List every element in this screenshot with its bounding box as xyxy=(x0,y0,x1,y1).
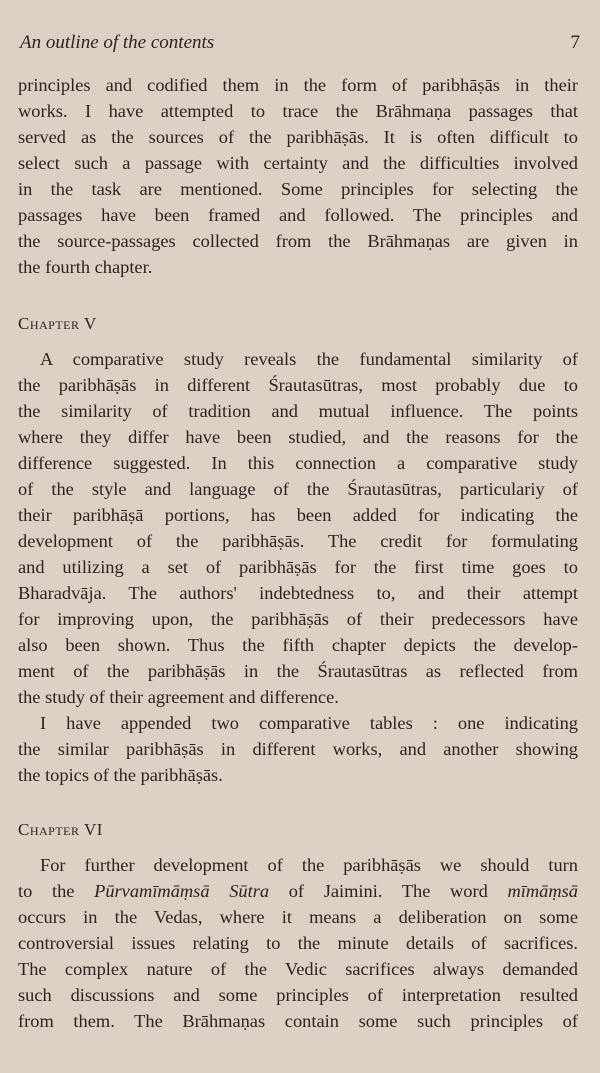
text-line: served as the sources of the paribhāṣās. It is often difficult to xyxy=(18,127,578,147)
text-line: the paribhāṣās in different Śrautasūtras, most probably due to xyxy=(18,375,578,395)
work-title: Pūrvamīmāṃsā Sūtra xyxy=(94,881,270,901)
text-line: for improving upon, the paribhāṣās of their predecessors have xyxy=(18,609,578,629)
text-line: in the task are mentioned. Some principles for selecting the xyxy=(18,179,578,199)
text-line: the similarity of tradition and mutual influence. The points xyxy=(18,401,578,421)
text-line: Bharadvāja. The authors' indebtedness to, and their attempt xyxy=(18,583,578,603)
term: mīmāṃsā xyxy=(507,881,578,901)
text-line: For further development of the paribhāṣās we should turn xyxy=(40,855,578,875)
text-line: from them. The Brāhmaṇas contain some such principles of xyxy=(18,1011,578,1031)
text-span: of Jaimini. The word xyxy=(269,881,508,901)
running-header xyxy=(20,32,580,54)
text-line: development of the paribhāṣās. The credit for formulating xyxy=(18,531,578,551)
text-line: the source-passages collected from the Brāhmaṇas are given in xyxy=(18,231,578,251)
text-line: occurs in the Vedas, where it means a deliberation on some xyxy=(18,907,578,927)
text-line: I have appended two comparative tables : one indicating xyxy=(40,713,578,733)
text-line: the topics of the paribhāṣās. xyxy=(18,765,223,785)
text-line: controversial issues relating to the minute details of sacrifices. xyxy=(18,933,578,953)
text-line: the similar paribhāṣās in different works, and another showing xyxy=(18,739,578,759)
page-number: 7 xyxy=(570,32,580,53)
text-line: also been shown. Thus the fifth chapter depicts the develop- xyxy=(18,635,578,655)
text-span: to the xyxy=(18,881,95,901)
text-line: A comparative study reveals the fundamental similarity of xyxy=(40,349,578,369)
text-line: of the style and language of the Śrautasūtras, particulariy of xyxy=(18,479,578,499)
text-line: The complex nature of the Vedic sacrifices always demanded xyxy=(18,959,578,979)
chapter-heading: Chapter VI xyxy=(18,820,103,839)
header-title: An outline of the contents xyxy=(20,32,215,53)
text-line: passages have been framed and followed. The principles and xyxy=(18,205,578,225)
text-line: where they differ have been studied, and the reasons for the xyxy=(18,427,578,447)
text-line: the fourth chapter. xyxy=(18,257,153,277)
text-line: and utilizing a set of paribhāṣās for the first time goes to xyxy=(18,557,578,577)
text-line: works. I have attempted to trace the Brāhmaṇa passages that xyxy=(18,101,578,121)
text-line xyxy=(18,878,578,904)
text-line: ment of the paribhāṣās in the Śrautasūtras as reflected from xyxy=(18,661,578,681)
chapter-heading: Chapter V xyxy=(18,314,97,333)
text-line: such discussions and some principles of interpretation resulted xyxy=(18,985,578,1005)
text-line: their paribhāṣā portions, has been added for indicating the xyxy=(18,505,578,525)
text-line: the study of their agreement and difference. xyxy=(18,687,339,707)
text-line: select such a passage with certainty and the difficulties involved xyxy=(18,153,578,173)
text-line: difference suggested. In this connection a comparative study xyxy=(18,453,578,473)
text-line: principles and codified them in the form of paribhāṣās in their xyxy=(18,75,578,95)
